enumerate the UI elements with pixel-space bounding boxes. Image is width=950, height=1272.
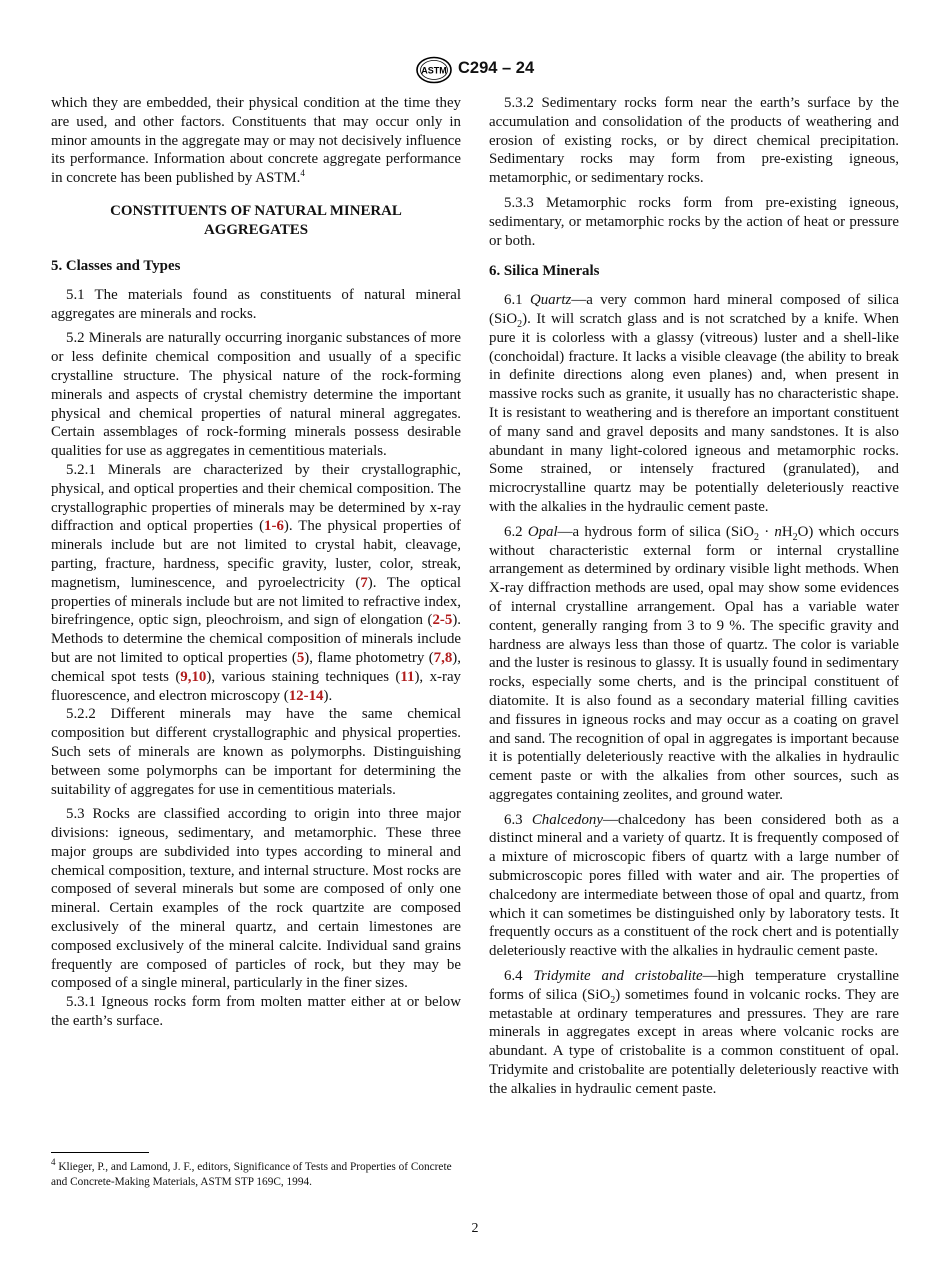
term-opal: Opal [527, 523, 558, 540]
left-column [51, 94, 461, 1037]
paragraph-5-3: 5.3 Rocks are classified according to origin into three major divisions: igneous, sedimentary, and metamorphic. These three major groups are subdivided into types according to mineral and chemical composition, texture, and internal structure. Most rocks are composed of several minerals but some are composed of only one mineral. Certain examples of the rock quartzite are composed exclusively of the mineral quartz, and certain limestones are composed exclusively of the mineral calcite. Individual sand grains frequently are composed of particles of rock, but they may be composed of a single mineral, particularly in the finer sizes. [51, 806, 461, 992]
term-tridymite-cristobalite: Tridymite and cristobalite [533, 968, 703, 985]
paragraph-6-4: 6.4 Tridymite and cristobalite—high temperature crystalline forms of silica (SiO$_2$) sometimes found in volcanic rocks. They are metastable at ordinary temperatures and pressures. They are rare minerals in aggregates except in areas where volcanic rocks are abundant. A type of cristobalite is a common constituent of opal. Tridymite and cristobalite are potentially deleteriously reactive with the alkalies in hydraulic cement paste. [489, 968, 900, 1097]
reference-link[interactable]: 1-6 [264, 518, 284, 535]
page-number: 2 [471, 1221, 479, 1236]
paragraph-5-1: 5.1 The materials found as constituents of natural mineral aggregates are minerals and rocks. [51, 286, 461, 322]
paragraph-5-3-3: 5.3.3 Metamorphic rocks form from pre-existing igneous, sedimentary, or metamorphic rocks by the action of heat or pressure or both. [489, 194, 899, 249]
footnote: $^4$ Klieger, P., and Lamond, J. F., editors, Significance of Tests and Properties of Concrete and Concrete-Making Materials, ASTM STP 169C, 1994. [51, 1157, 452, 1189]
continuation-paragraph: which they are embedded, their physical condition at the time they are used, and other factors. Constituents that may occur only in minor amounts in the aggregate may or may not decisively influence its performance. Information about concrete aggregate performance in concrete has been published by ASTM.$^4$ [51, 95, 461, 187]
reference-link[interactable]: 7 [360, 574, 368, 591]
footnote-divider [51, 1152, 149, 1153]
term-chalcedony: Chalcedony [531, 811, 603, 828]
paragraph-6-3: 6.3 Chalcedony—chalcedony has been considered both as a distinct mineral and a variety of quartz. It is frequently composed of a mixture of microscopic fibers of quartz with a large number of submicroscopic pores filled with water and air. The properties of chalcedony are intermediate between those of opal and quartz, from which it can sometimes be distinguished only by laboratory tests. It frequently occurs as a constituent of the rock chert and is potentially deleteriously reactive with the alkalies in hydraulic cement paste. [489, 811, 899, 960]
footnote-ref[interactable]: 4 [300, 168, 305, 179]
astm-logo-icon [415, 56, 453, 84]
paragraph-5-3-1: 5.3.1 Igneous rocks form from molten matter either at or below the earth’s surface. [51, 994, 461, 1030]
section-5-heading: 5. Classes and Types [51, 257, 181, 274]
paragraph-5-2-1: 5.2.1 Minerals are characterized by their crystallographic, physical, and optical properties and their chemical composition. The crystallographic properties of minerals may be determined by x-ray diffraction and optical properties (1-6). The physical properties of minerals include but are not limited to crystal habit, cleavage, parting, fracture, hardness, specific gravity, luster, color, streak, magnetism, luminescence, and pyroelectricity (7). The optical properties of minerals include but are not limited to refractive index, birefringence, optic sign, pleochroism, and sign of elongation (2-5). Methods to determine the chemical composition of minerals include but are not limited to optical properties (5), flame photometry (7,8), chemical spot tests (9,10), various staining techniques (11), x-ray fluorescence, and electron microscopy (12-14). [51, 461, 461, 704]
reference-link[interactable]: 11 [400, 668, 415, 685]
paragraph-6-2: 6.2 Opal—a hydrous form of silica $(SiO_2 \cdot nH_2O)$ which occurs without characteristic external form or internal crystalline arrangement as determined by ordinary visible light methods. When X-ray diffraction methods are used, opal may show some evidences of internal crystalline arrangement. Opal has a variable water content, generally ranging from 3 to 9 %. The specific gravity and hardness are always less than those of quartz. The color is variable and the luster is resinous to glassy. It is usually found in sedimentary rocks, especially some cherts, and is the principal constituent of diatomite. It is also found as a secondary material filling cavities and fissures in igneous rocks and may occur as a coating on gravel and sand. The recognition of opal in aggregates is important because it is potentially deleteriously reactive with the alkalies in hydraulic cement paste or with the alkalies from other sources, such as aggregates containing zeolites, and ground water. [489, 523, 899, 803]
part-heading: CONSTITUENTS OF NATURAL MINERAL AGGREGATES [110, 202, 402, 238]
term-quartz: Quartz [529, 292, 572, 309]
page-header [0, 56, 950, 86]
paragraph-5-2: 5.2 Minerals are naturally occurring inorganic substances of more or less definite chemical composition and usually of a specific crystalline structure. The physical nature of the rock-forming minerals and aspects of crystal chemistry determine the important physical and chemical properties of natural mineral aggregates. Certain assemblages of rock-forming minerals possess desirable qualities for use as aggregates in cementitious materials. [51, 330, 461, 460]
paragraph-6-1: 6.1 Quartz—a very common hard mineral composed of silica (SiO$_2$). It will scratch glass and is not scratched by a knife. When pure it is colorless with a glassy (vitreous) luster and a shell-like (conchoidal) fracture. It lacks a visible cleavage (the ability to break in definite directions along even planes) and, when present in massive rocks such as granite, it usually has no characteristic shape. It is resistant to weathering and is therefore an important constituent of many sand and gravel deposits and many sandstones. It is also abundant in many light-colored igneous and metamorphic rocks. Some strained, or intensely fractured (granulated), and microcrystalline quartz may be potentially deleteriously reactive with the alkalies in the hydraulic cement paste. [489, 292, 899, 515]
section-6-heading: 6. Silica Minerals [489, 263, 600, 280]
astm-logo-text: ASTM [421, 65, 447, 76]
right-column [489, 94, 899, 1105]
document-designation: C294 – 24 [458, 59, 535, 77]
reference-link[interactable]: 12-14 [288, 687, 324, 704]
paragraph-5-2-2: 5.2.2 Different minerals may have the same chemical composition but different crystallographic and physical properties. Such sets of minerals are known as polymorphs. Distinguishing between some polymorphs can be important for determining the suitability of aggregates for use in cementitious materials. [51, 706, 461, 798]
reference-link[interactable]: 5 [296, 649, 305, 666]
reference-link[interactable]: 9,10 [180, 668, 207, 685]
footnote-mark: 4 [51, 1157, 56, 1168]
reference-link[interactable]: 2-5 [432, 612, 453, 629]
paragraph-5-3-2: 5.3.2 Sedimentary rocks form near the earth’s surface by the accumulation and consolidation of the products of weathering and erosion of existing rocks, or by direct chemical precipitation. Sedimentary rocks may form from pre-existing igneous, metamorphic, or sedimentary rocks. [489, 95, 899, 187]
reference-link[interactable]: 7,8 [433, 649, 453, 666]
